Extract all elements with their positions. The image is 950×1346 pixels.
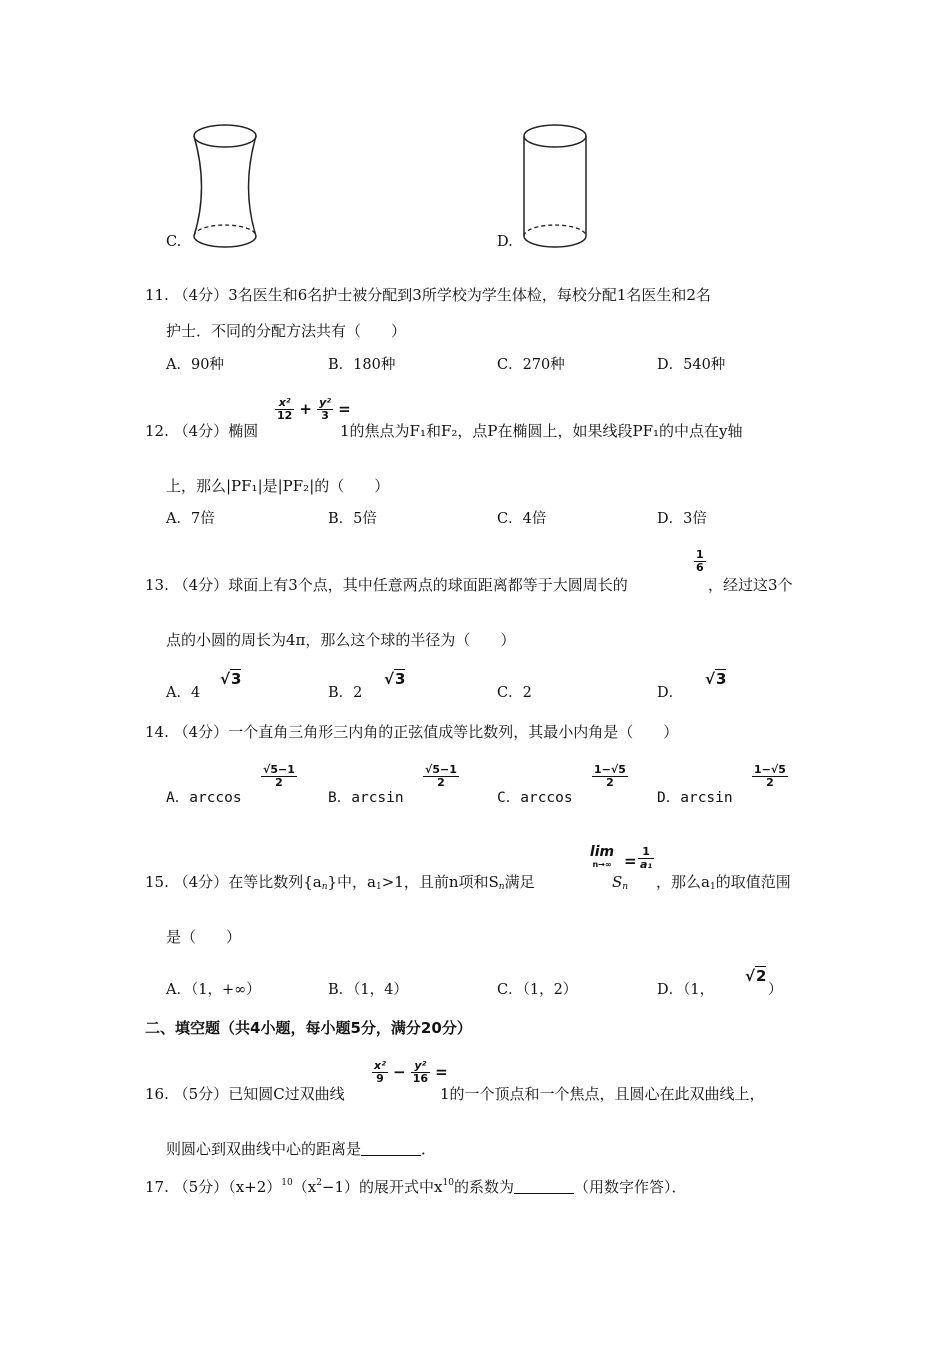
fraction: $\frac{1}{\text{a₁}}$ — [640, 845, 653, 871]
q13-option-a[interactable]: A．4 — [166, 685, 201, 701]
q15-option-c[interactable]: C．（1，2） — [497, 982, 578, 998]
q14-option-d[interactable]: D．arcsin — [657, 790, 733, 806]
fraction: $\frac{1-√5}{2}$ — [754, 763, 786, 789]
figure-c-label: C. — [166, 234, 182, 250]
question-score: （5分） — [173, 1178, 229, 1196]
q15-option-a[interactable]: A．（1，+∞） — [166, 982, 261, 998]
q13-option-c[interactable]: C．2 — [497, 685, 532, 701]
question-number: 17. — [145, 1178, 169, 1196]
question-score: （4分） — [173, 873, 229, 891]
answer-blank[interactable] — [514, 1179, 574, 1194]
answer-blank[interactable] — [361, 1141, 421, 1156]
q14-option-b[interactable]: B．arcsin — [328, 790, 404, 806]
fraction: $\frac{\text{y²}}{3}$ — [319, 396, 332, 422]
section-2-title: 二、填空题（共4小题，每小题5分，满分20分） — [145, 1019, 472, 1037]
figure-d-cylinder — [515, 118, 605, 258]
question-text: 一个直角三角形三内角的正弦值成等比数列，其最小内角是（ ） — [228, 723, 679, 741]
question-16-prefix: 16. （5分）已知圆C过双曲线 — [145, 1085, 345, 1103]
question-15-line-2: 是（ ） — [166, 928, 242, 946]
question-number: 13. — [145, 576, 169, 594]
question-number: 16. — [145, 1085, 169, 1103]
q15-option-b[interactable]: B．（1，4） — [328, 982, 408, 998]
q12-option-c[interactable]: C．4倍 — [497, 511, 547, 527]
question-17-line-1: 17. （5分）$(x+2)^{10}(x^2-1)$的展开式中$x^{10}$的系数为 （用数字作答）． — [145, 1178, 687, 1196]
question-13-line-2: 点的小圆的周长为4π，那么这个球的半径为（ ） — [166, 631, 516, 649]
hyperbola-equation: $\frac{\text{x²}}{9}$ − $\frac{\text{y²}}{16}$ = — [374, 1059, 448, 1085]
q11-option-c[interactable]: C．270种 — [497, 357, 565, 373]
question-number: 14. — [145, 723, 169, 741]
fraction: $\frac{√5-1}{2}$ — [425, 763, 457, 789]
question-12-prefix — [145, 421, 258, 441]
question-score: （4分） — [173, 286, 229, 304]
q11-option-b[interactable]: B．180种 — [328, 357, 396, 373]
question-16-line-2: 则圆心到双曲线中心的距离是 ． — [166, 1140, 437, 1158]
question-score: （4分） — [173, 723, 229, 741]
fraction: $\frac{1-√5}{2}$ — [594, 763, 626, 789]
figure-d-label: D. — [497, 234, 513, 250]
q12-option-d[interactable]: D．3倍 — [657, 511, 707, 527]
sum-sn: $S_n$ — [612, 873, 629, 892]
sqrt-3: √3 — [705, 670, 727, 688]
q14-option-c[interactable]: C．arccos — [497, 790, 573, 806]
q12-option-a[interactable]: A．7倍 — [166, 511, 215, 527]
question-score: （5分） — [173, 1085, 229, 1103]
question-15-line-1: 15. （4分）在等比数列$\{a_n\}$中，$a_1>1$，且前n项和$S_n$满足 — [145, 873, 535, 892]
question-11-line-1 — [145, 285, 711, 305]
q15-option-d-close: ） — [768, 982, 783, 998]
fraction-one-sixth: $\frac{1}{6}$ — [696, 548, 704, 574]
fraction: $\frac{√5-1}{2}$ — [263, 763, 295, 789]
question-score: （4分） — [173, 576, 229, 594]
question-number: 12. — [145, 422, 169, 440]
limit-operator: lim n→∞ — [589, 844, 615, 869]
question-12-line-2: 上，那么|PF₁|是|PF₂|的（ ） — [166, 477, 390, 495]
question-text: 球面上有3个点，其中任意两点的球面距离都等于大圆周长的 — [228, 576, 628, 594]
q14-option-a[interactable]: A．arccos — [166, 790, 242, 806]
question-12-text: 1的焦点为F₁和F₂，点P在椭圆上，如果线段PF₁的中点在y轴 — [340, 422, 743, 440]
question-15-text-end: ，那么$a_1$的取值范围 — [656, 873, 791, 892]
sqrt-3: √3 — [384, 670, 406, 688]
q13-option-b[interactable]: B．2 — [328, 685, 363, 701]
figure-c-hyperboloid — [185, 118, 275, 258]
fraction: $\frac{\text{x²}}{12}$ — [277, 396, 293, 422]
equals-sign: = — [624, 852, 637, 870]
question-16-text: 1的一个顶点和一个焦点，且圆心在此双曲线上， — [440, 1085, 765, 1103]
q11-option-a[interactable]: A．90种 — [166, 357, 224, 373]
question-13-text-end: ，经过这3个 — [708, 576, 793, 594]
q15-option-d[interactable]: D．（1， — [657, 982, 715, 998]
sqrt-2: √2 — [745, 967, 767, 985]
ellipse-equation: $\frac{\text{x²}}{12}$ + $\frac{\text{y²}}{3}$ = — [277, 396, 351, 422]
question-11-line-2: 护士．不同的分配方法共有（ ） — [166, 322, 407, 340]
q12-option-b[interactable]: B．5倍 — [328, 511, 377, 527]
question-number: 11. — [145, 286, 169, 304]
sqrt-3: √3 — [220, 670, 242, 688]
question-text: 椭圆 — [228, 422, 259, 440]
q11-option-d[interactable]: D．540种 — [657, 357, 726, 373]
question-text: 3名医生和6名护士被分配到3所学校为学生体检，每校分配1名医生和2名 — [228, 286, 711, 304]
question-score: （4分） — [173, 422, 229, 440]
question-number: 15. — [145, 873, 169, 891]
q13-option-d[interactable]: D． — [657, 685, 684, 701]
question-13-line-1 — [145, 575, 628, 595]
question-14-line-1 — [145, 722, 678, 742]
